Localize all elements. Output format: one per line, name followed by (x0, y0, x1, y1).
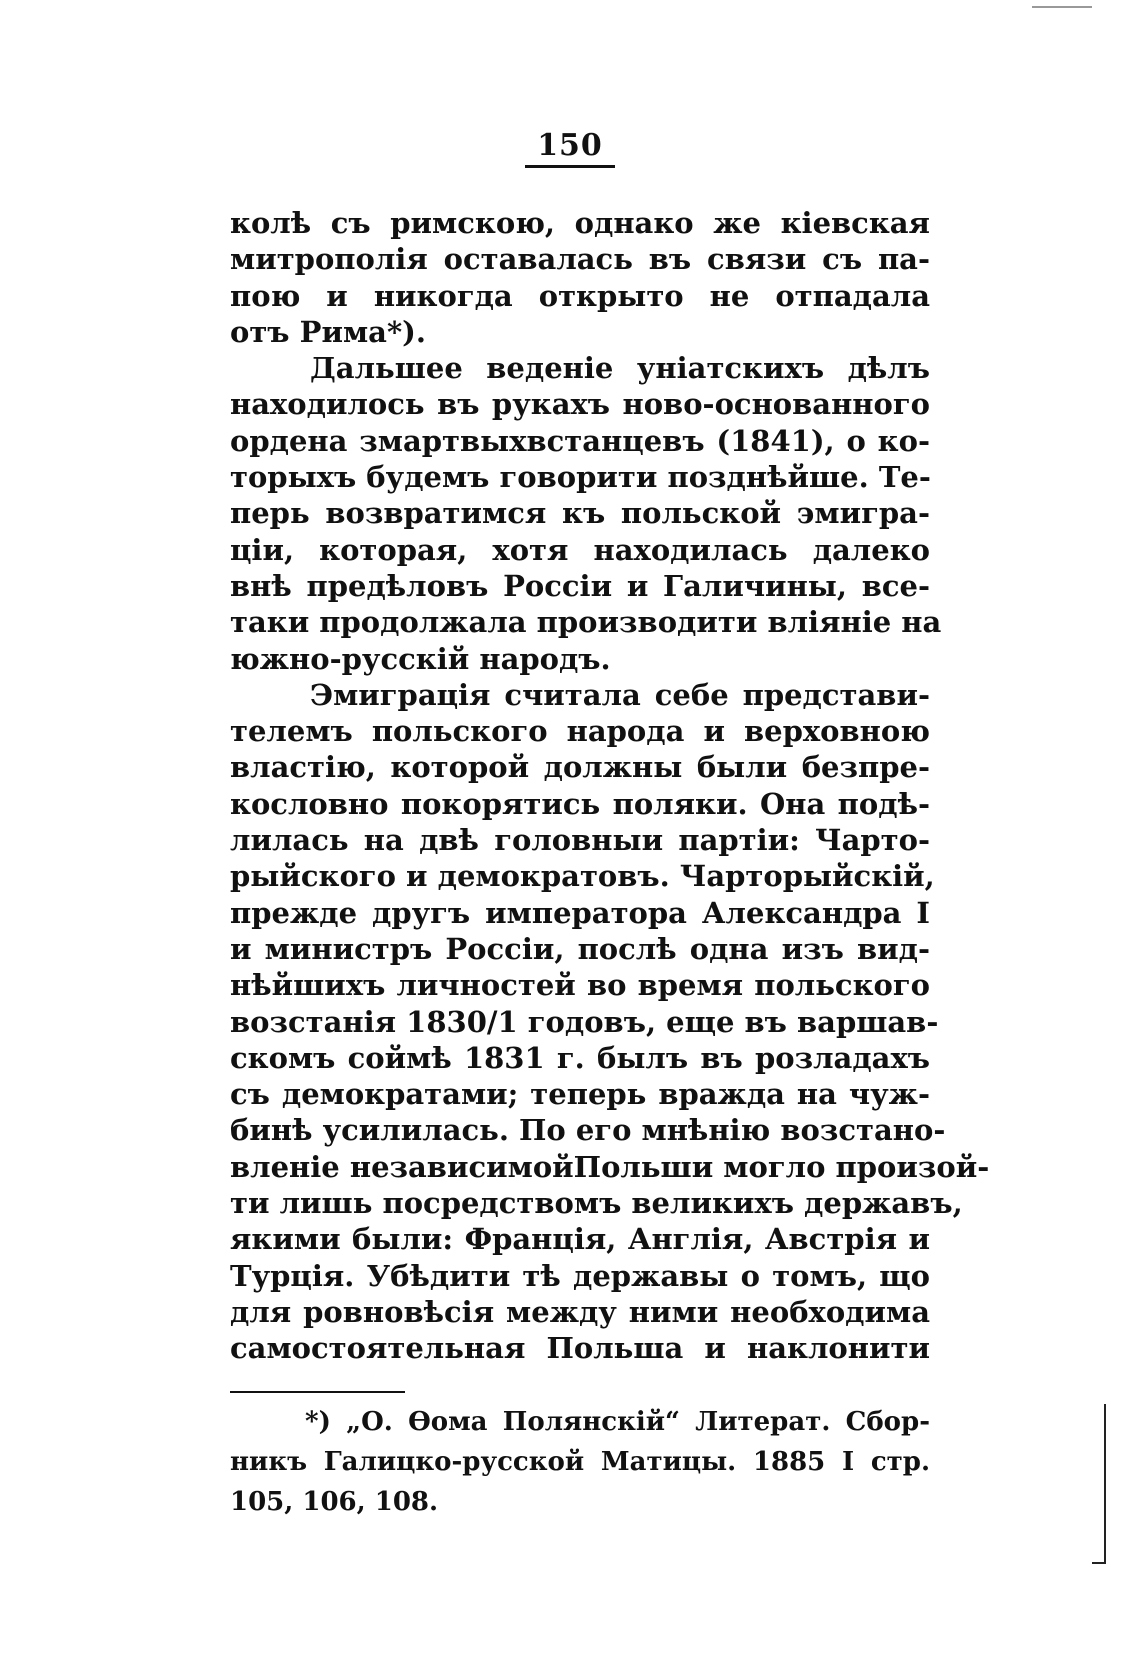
text-line: для ровновѣсія между ними необходима (230, 1294, 930, 1329)
text-line: якими были: Франція, Англія, Австрія и (230, 1222, 930, 1257)
text-line: ціи, которая, хотя находилась далеко (230, 532, 930, 567)
text-line: южно-русскій народъ. (230, 641, 611, 676)
footnote-divider (230, 1391, 405, 1393)
text-line: ти лишь посредствомъ великихъ державъ, (230, 1186, 963, 1221)
footnote-line: *) „О. Ѳома Полянскій“ Литерат. Сбор- (305, 1407, 930, 1437)
page-number-text: 150 (525, 128, 615, 168)
text-line: находилось въ рукахъ ново-основанного (230, 387, 930, 422)
text-line: лилась на двѣ головныи партіи: Чарто- (230, 823, 930, 858)
text-line: колѣ съ римскою, однако же кіевская (230, 206, 930, 240)
text-line: отъ Рима*). (230, 314, 426, 349)
text-line: и министръ Россіи, послѣ одна изъ вид- (230, 931, 930, 966)
text-line: Эмиграція считала себе представи- (310, 677, 930, 712)
text-line: бинѣ усилилась. По его мнѣнію возстано- (230, 1113, 946, 1148)
text-line: перь возвратимся къ польской эмигра- (230, 496, 930, 531)
text-line: кословно покорятись поляки. Она подѣ- (230, 786, 930, 821)
scan-edge-mark-top (1032, 6, 1092, 8)
scan-edge-mark-foot (1092, 1562, 1106, 1564)
footnote-line: 105, 106, 108. (230, 1487, 439, 1517)
text-line: ордена змартвыхвстанцевъ (1841), о ко- (230, 423, 930, 458)
text-line: самостоятельная Польша и наклонити (230, 1331, 930, 1366)
text-line: телемъ польского народа и верховною (230, 714, 930, 749)
main-text (230, 205, 990, 1367)
text-line: внѣ предѣловъ Россіи и Галичины, все- (230, 568, 930, 603)
text-line: возстанія 1830/1 годовъ, еще въ варшав- (230, 1004, 939, 1039)
text-line: митрополія оставалась въ связи съ па- (230, 242, 930, 277)
text-line: скомъ соймѣ 1831 г. былъ въ розладахъ (230, 1040, 930, 1075)
text-line: таки продолжала производити вліяніе на (230, 605, 942, 640)
text-line: нѣйшихъ личностей во время польского (230, 968, 930, 1003)
text-line: съ демократами; теперь вражда на чуж- (230, 1077, 930, 1112)
text-line: властію, которой должны были безпре- (230, 750, 930, 785)
text-line: прежде другъ императора Александра I (230, 895, 930, 930)
text-line: торыхъ будемъ говорити позднѣйше. Те- (230, 460, 931, 495)
scan-edge-mark (1104, 1404, 1106, 1564)
text-line: рыйского и демократовъ. Чарторыйскій, (230, 859, 935, 894)
text-line: Дальшее веденіе уніатскихъ дѣлъ (310, 351, 930, 386)
footnote-line: никъ Галицко-русской Матицы. 1885 I стр. (230, 1447, 930, 1477)
page-number (0, 128, 1140, 168)
text-line: пою и никогда открыто не отпадала (230, 278, 930, 313)
footnote (230, 1402, 930, 1522)
text-line: Турція. Убѣдити тѣ державы о томъ, що (230, 1258, 930, 1293)
text-line: вленіе независимойПольши могло произой- (230, 1149, 990, 1184)
